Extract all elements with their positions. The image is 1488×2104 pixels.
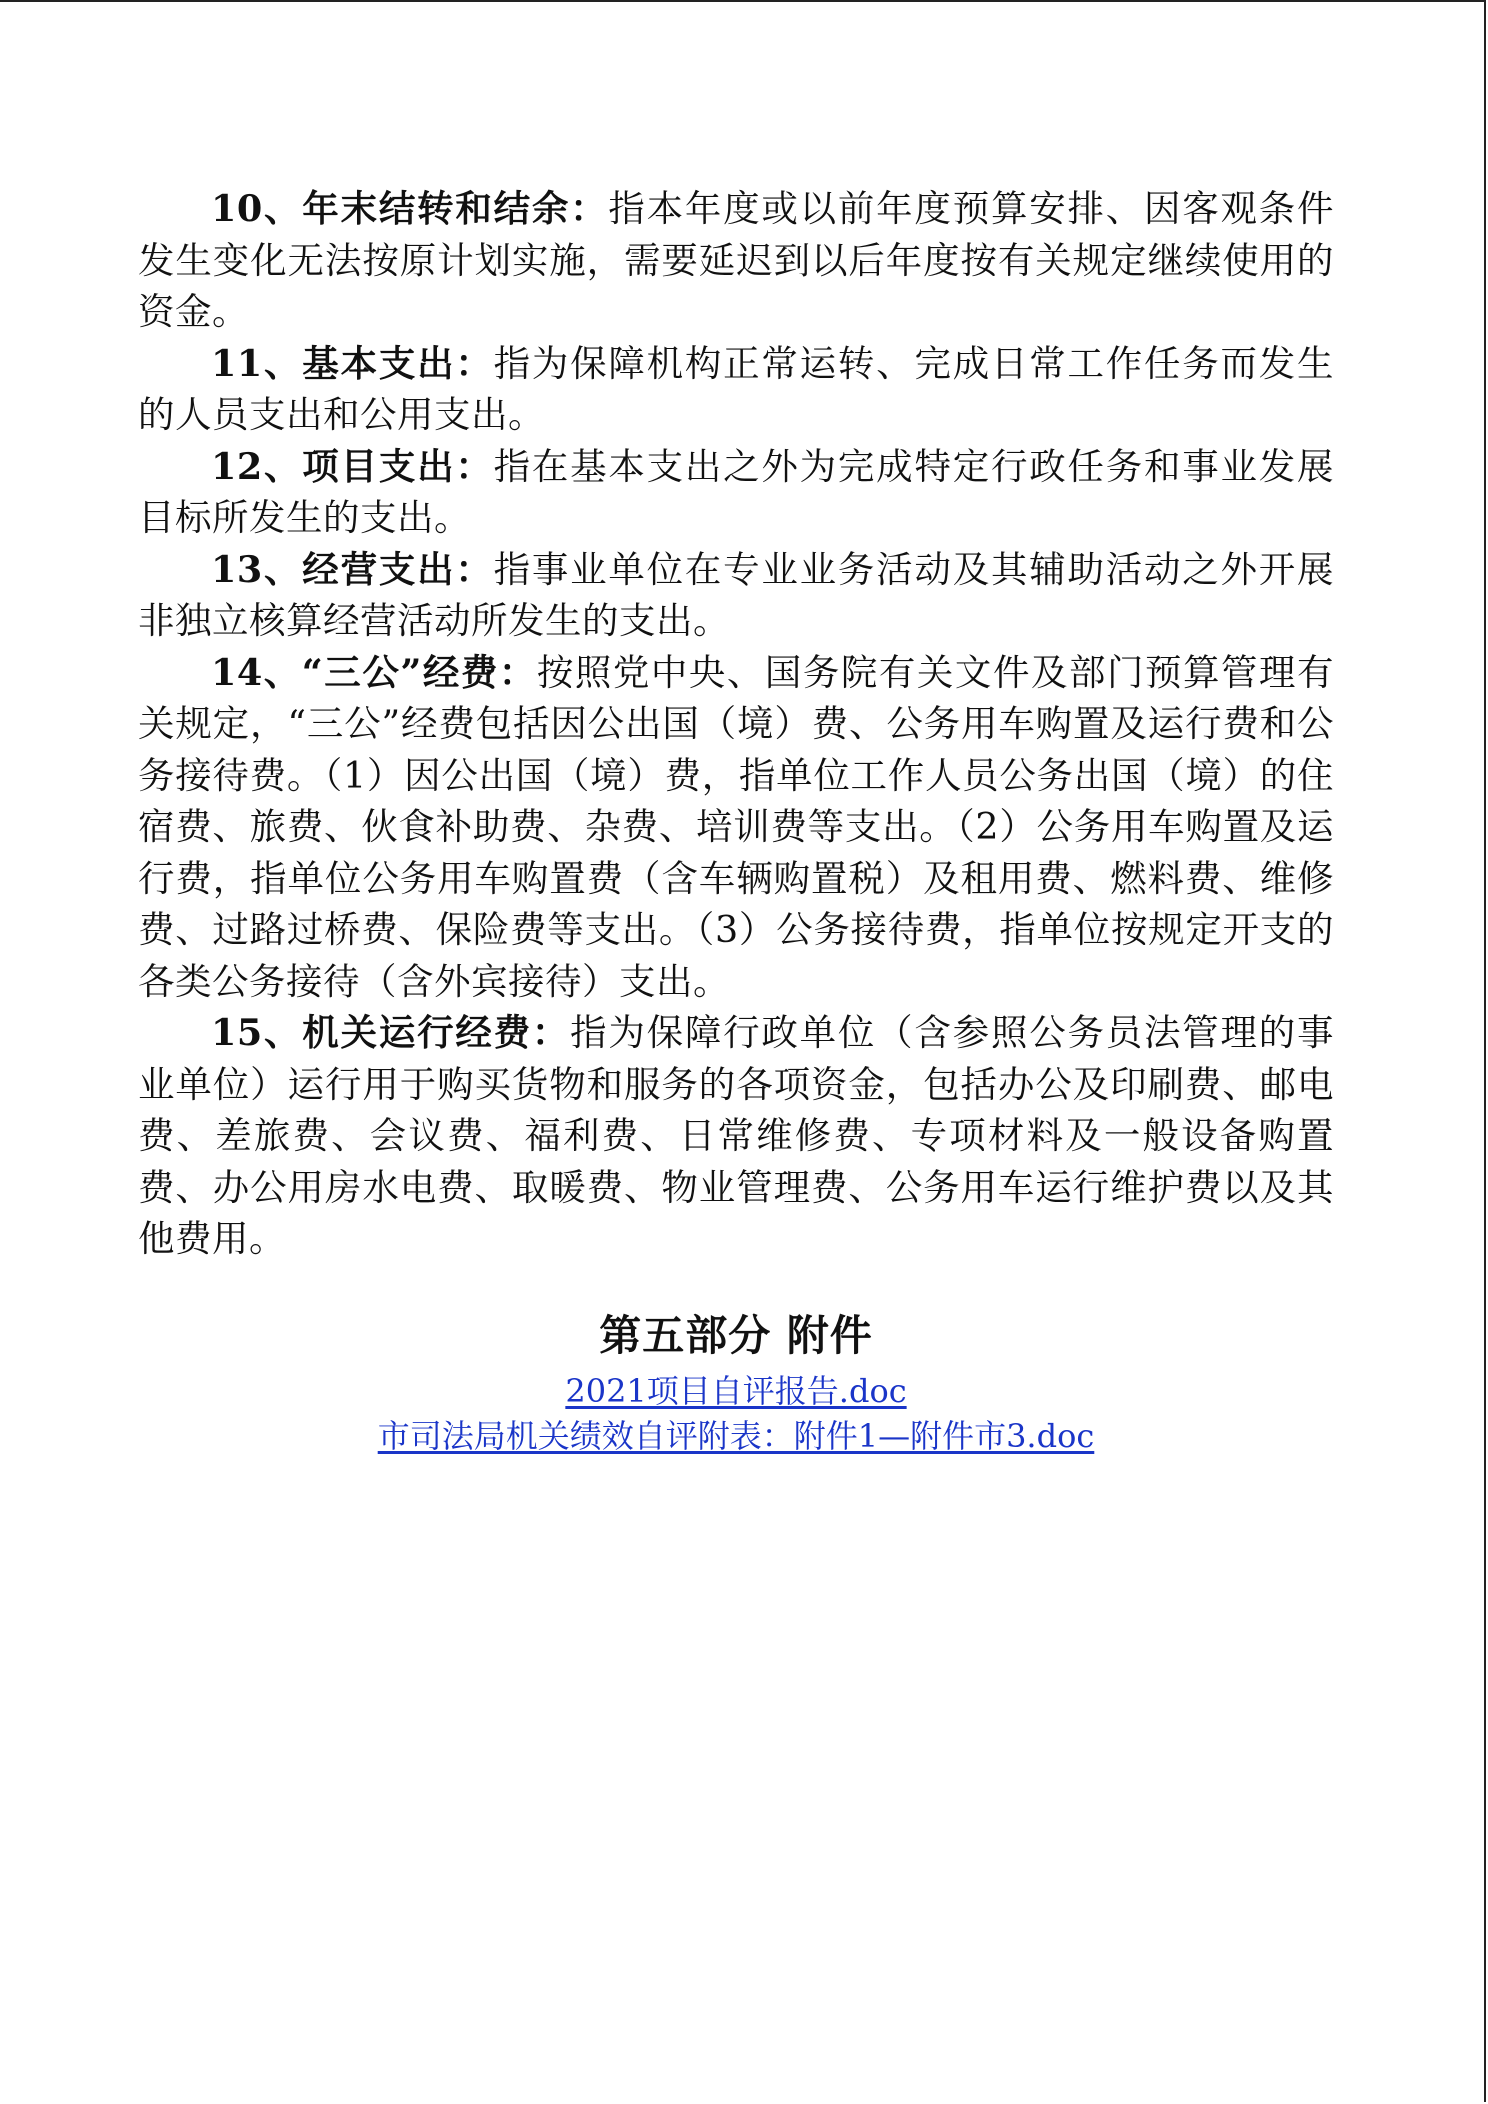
definition-paragraph-10 xyxy=(138,183,1334,338)
definition-term: 11、基本支出： xyxy=(211,341,494,385)
definition-text: 指事业单位在专业业务活动及其辅助活动之外开展非独立核算经营活动所发生的支出。 xyxy=(138,547,1335,642)
definition-term: 10、年末结转和结余： xyxy=(211,187,609,230)
definition-term: 14、“三公”经费： xyxy=(211,650,537,694)
definition-paragraph-14 xyxy=(138,647,1334,1008)
attachment-link-performance-tables[interactable]: 市司法局机关绩效自评附表：附件1—附件市3.doc xyxy=(377,1416,1095,1455)
definition-term: 12、项目支出： xyxy=(211,444,494,488)
definition-text: 按照党中央、国务院有关文件及部门预算管理有关规定，“三公”经费包括因公出国（境）费、公务用车购置及运行费和公务接待费。（1）因公出国（境）费，指单位工作人员公务出国（境）的住宿费、旅费、伙食补助费、杂费、培训费等支出。（2）公务用车购置及运行费，指单位公务用车购置费（含车辆购置税）及租用费、燃料费、维修费、过路过桥费、保险费等支出。（3）公务接待费，指单位按规定开支的各类公务接待（含外宾接待）支出。 xyxy=(138,650,1334,1003)
definition-term: 15、机关运行经费： xyxy=(211,1011,571,1054)
definition-text: 指本年度或以前年度预算安排、因客观条件发生变化无法按原计划实施，需要延迟到以后年度按有关规定继续使用的资金。 xyxy=(138,187,1335,333)
definition-paragraph-15 xyxy=(138,1007,1334,1265)
definition-text: 指为保障机构正常运转、完成日常工作任务而发生的人员支出和公用支出。 xyxy=(138,341,1335,436)
definition-text: 指在基本支出之外为完成特定行政任务和事业发展目标所发生的支出。 xyxy=(138,444,1335,539)
definition-text: 指为保障行政单位（含参照公务员法管理的事业单位）运行用于购买货物和服务的各项资金，包括办公及印刷费、邮电费、差旅费、会议费、福利费、日常维修费、专项材料及一般设备购置费、办公用房水电费、取暖费、物业管理费、公务用车运行维护费以及其他费用。 xyxy=(138,1011,1334,1260)
attachment-list xyxy=(138,1369,1334,1459)
section-title: 第五部分 附件 xyxy=(599,1310,873,1360)
document-body xyxy=(138,183,1334,1459)
definition-paragraph-13 xyxy=(138,544,1334,647)
definition-paragraph-11 xyxy=(138,338,1334,441)
definition-term: 13、经营支出： xyxy=(211,547,494,591)
attachment-link-project-report[interactable]: 2021项目自评报告.doc xyxy=(565,1371,907,1410)
definition-paragraph-12 xyxy=(138,441,1334,544)
